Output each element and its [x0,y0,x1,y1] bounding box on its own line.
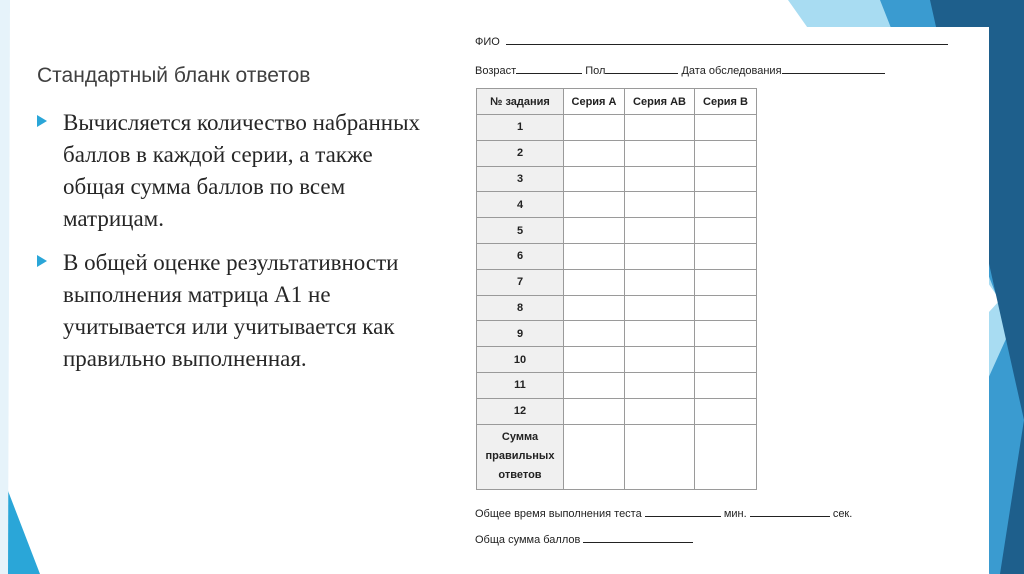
answer-cell [625,166,695,192]
task-number-cell: 9 [477,321,564,347]
slide-title: Стандартный бланк ответов [37,64,311,87]
bullet-list [37,107,427,387]
table-row [477,243,757,269]
table-row [477,398,757,424]
answers-table [476,88,757,490]
answer-cell [625,398,695,424]
sum-label-line: ответов [498,469,542,482]
fio-line [506,33,948,45]
sum-label-line: Сумма [501,431,539,444]
answer-cell [625,269,695,295]
table-row [477,218,757,244]
answer-cell [695,372,757,398]
bullet-item [37,247,427,375]
seconds-label: сек. [832,508,853,520]
answer-cell [625,140,695,166]
total-time-label: Общее время выполнения теста [475,508,642,520]
table-row [477,192,757,218]
answer-cell [625,192,695,218]
answer-cell [564,269,625,295]
sum-cell [564,424,625,489]
header-series-b: Серия В [695,89,757,115]
answer-cell [564,192,625,218]
task-number-cell: 2 [477,140,564,166]
answer-cell [695,192,757,218]
bullet-text: Вычисляется количество набранных баллов в каждой серии, а также общая сумма баллов по всем матрицам. [63,110,421,231]
header-series-ab: Серия АВ [625,89,695,115]
total-score-label: Обща сумма баллов [475,534,581,546]
table-row [477,295,757,321]
seconds-line [750,505,830,517]
answer-cell [695,269,757,295]
answer-cell [564,243,625,269]
bullet-arrow-icon [37,115,47,127]
table-row [477,347,757,373]
sum-row [477,424,757,489]
info-row [475,62,885,77]
fio-label: ФИО [475,36,500,48]
sum-label-line: правильных [485,450,555,463]
minutes-label: мин. [723,508,747,520]
total-time-row [475,505,852,520]
date-line [782,62,885,74]
answer-cell [695,347,757,373]
table-row [477,166,757,192]
sum-cell [625,424,695,489]
answer-cell [625,347,695,373]
answer-cell [564,398,625,424]
answer-cell [564,372,625,398]
bg-shape-left-edge [0,0,10,574]
answer-cell [625,321,695,347]
answer-cell [564,218,625,244]
answer-cell [625,295,695,321]
answer-cell [564,166,625,192]
table-row [477,115,757,141]
answer-cell [564,321,625,347]
answer-sheet-image [437,27,989,574]
bullet-arrow-icon [37,255,47,267]
age-line [516,62,582,74]
age-label: Возраст [475,65,517,77]
answer-cell [625,115,695,141]
answer-cell [695,398,757,424]
bullet-item [37,107,427,235]
table-row [477,269,757,295]
fio-row [475,33,948,48]
header-series-a: Серия А [564,89,625,115]
answer-cell [564,347,625,373]
answer-cell [564,140,625,166]
answer-cell [564,115,625,141]
answer-cell [695,218,757,244]
minutes-line [645,505,721,517]
header-task-number: № задания [477,89,564,115]
gender-label: Пол [585,65,606,77]
task-number-cell: 3 [477,166,564,192]
sum-cell [695,424,757,489]
table-header-row [477,89,757,115]
answer-cell [695,295,757,321]
answer-cell [695,166,757,192]
task-number-cell: 7 [477,269,564,295]
answer-cell [625,243,695,269]
task-number-cell: 8 [477,295,564,321]
bullet-text: В общей оценке результативности выполнения матрица А1 не учитывается или учитывается как правильно выполненная. [63,250,399,371]
table-row [477,321,757,347]
answer-cell [695,140,757,166]
table-row [477,372,757,398]
gender-line [605,62,678,74]
answer-cell [695,321,757,347]
answer-cell [625,372,695,398]
task-number-cell: 4 [477,192,564,218]
task-number-cell: 10 [477,347,564,373]
answer-cell [695,243,757,269]
task-number-cell: 12 [477,398,564,424]
task-number-cell: 5 [477,218,564,244]
task-number-cell: 11 [477,372,564,398]
task-number-cell: 1 [477,115,564,141]
task-number-cell: 6 [477,243,564,269]
table-row [477,140,757,166]
answer-cell [625,218,695,244]
total-score-line [583,531,693,543]
sum-label-cell [477,424,564,489]
total-score-row [475,531,693,546]
answer-cell [695,115,757,141]
date-label: Дата обследования [681,65,782,77]
answer-cell [564,295,625,321]
